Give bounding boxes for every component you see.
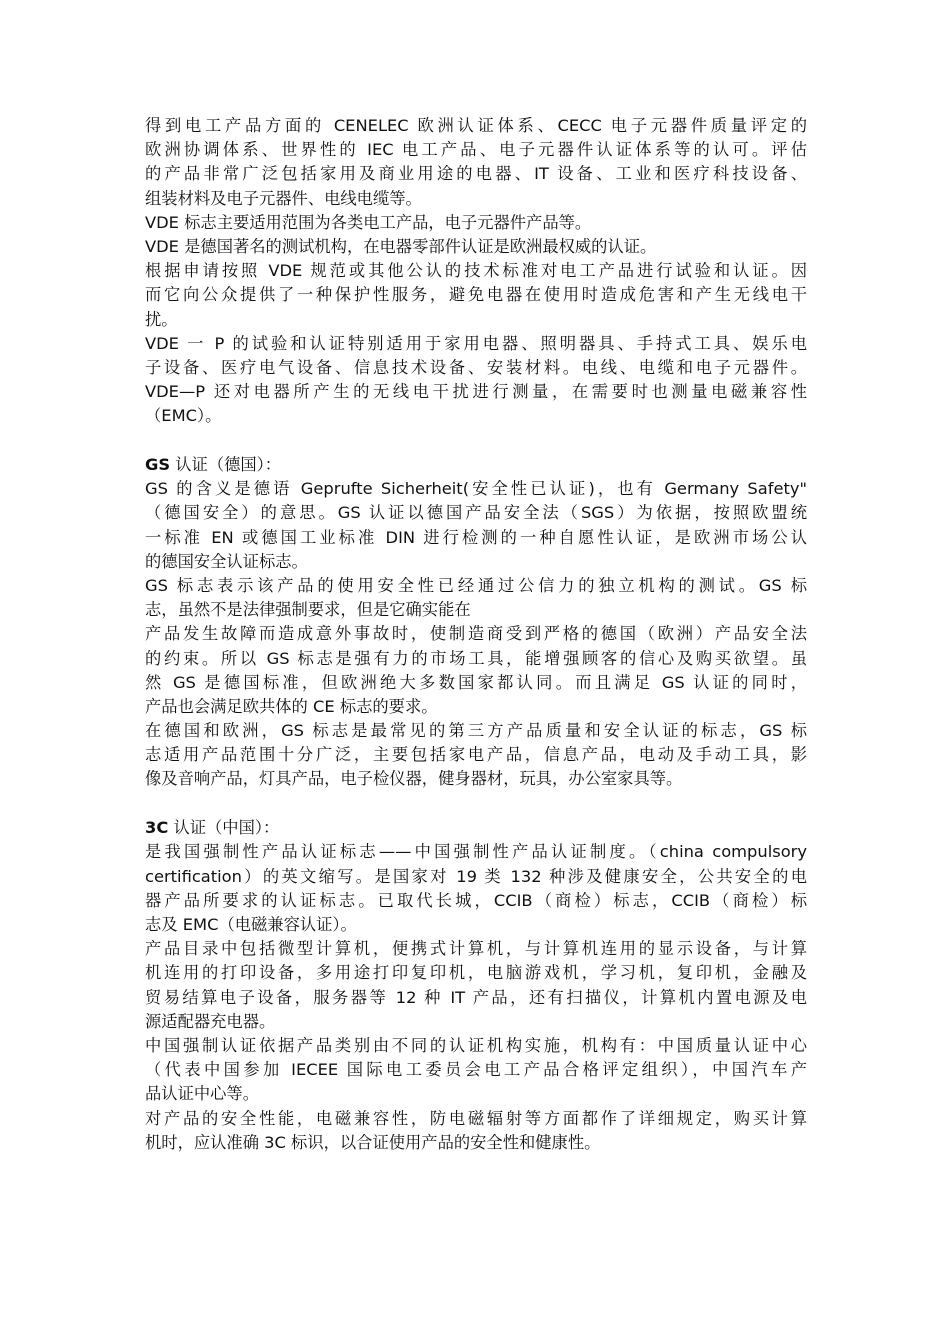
text-line: （EMC）。 xyxy=(145,406,222,426)
text-line: 像及音响产品，灯具产品，电子检仪器，健身器材，玩具，办公室家具等。 xyxy=(145,769,683,789)
document-page xyxy=(145,114,807,1155)
vde-section xyxy=(145,114,807,428)
vde-paragraph-1 xyxy=(145,114,807,211)
text-line: 一标准 EN 或德国工业标准 DIN 进行检测的一种自愿性认证，是欧洲市场公认 xyxy=(145,527,807,547)
gs-paragraph-1 xyxy=(145,477,807,574)
text-line: 是我国强制性产品认证标志——中国强制性产品认证制度。（china compulsory xyxy=(145,842,807,862)
text-line: VDE 标志主要适用范围为各类电工产品，电子元器件产品等。 xyxy=(145,212,592,232)
section-spacer xyxy=(145,428,807,453)
gs-heading-rest: 认证（德国）： xyxy=(170,455,282,475)
text-line: 的产品非常广泛包括家用及商业用途的电器、IT 设备、工业和医疗科技设备、 xyxy=(145,164,807,184)
vde-paragraph-5 xyxy=(145,332,807,429)
gs-section xyxy=(145,453,807,792)
text-line: 机时，应认准确 3C 标识，以合证使用产品的安全性和健康性。 xyxy=(145,1132,601,1152)
text-line: 组装材料及电子元器件、电线电缆等。 xyxy=(145,188,422,208)
text-line: 中国强制认证依据产品类别由不同的认证机构实施，机构有：中国质量认证中心 xyxy=(145,1035,807,1055)
gs-heading-bold: GS xyxy=(145,455,171,475)
gs-paragraph-2 xyxy=(145,574,807,622)
vde-paragraph-2 xyxy=(145,211,807,235)
text-line: 器产品所要求的认证标志。已取代长城，CCIB（商检）标志，CCIB（商检）标 xyxy=(145,890,807,910)
text-line: 源适配器充电器。 xyxy=(145,1011,276,1031)
ccc-paragraph-1 xyxy=(145,840,807,937)
text-line: GS 的含义是德语 Geprufte Sicherheit(安全性已认证)，也有 Germany Safety" xyxy=(145,479,807,499)
text-line: 的德国安全认证标志。 xyxy=(145,551,308,571)
text-line: certification）的英文缩写。是国家对 19 类 132 种涉及健康安全，公共安全的电 xyxy=(145,866,807,886)
gs-paragraph-3 xyxy=(145,622,807,719)
gs-heading xyxy=(145,453,807,477)
text-line: 根据申请按照 VDE 规范或其他公认的技术标准对电工产品进行试验和认证。因 xyxy=(145,261,807,281)
section-spacer xyxy=(145,792,807,817)
ccc-heading-rest: 认证（中国）： xyxy=(168,818,280,838)
text-line: 而它向公众提供了一种保护性服务，避免电器在使用时造成危害和产生无线电干 xyxy=(145,285,807,305)
text-line: 志及 EMC（电磁兼容认证）。 xyxy=(145,915,357,934)
text-line: 欧洲协调体系、世界性的 IEC 电工产品、电子元器件认证体系等的认可。评估 xyxy=(145,140,807,160)
ccc-heading xyxy=(145,816,807,840)
text-line: 在德国和欧洲，GS 标志是最常见的第三方产品质量和安全认证的标志，GS 标 xyxy=(145,721,807,741)
text-line: 志适用产品范围十分广泛，主要包括家电产品，信息产品，电动及手动工具，影 xyxy=(145,745,807,765)
text-line: VDE—P 还对电器所产生的无线电干扰进行测量，在需要时也测量电磁兼容性 xyxy=(145,382,807,402)
text-line: VDE 是德国著名的测试机构，在电器零部件认证是欧洲最权威的认证。 xyxy=(145,236,657,256)
text-line: 子设备、医疗电气设备、信息技术设备、安装材料。电线、电缆和电子元器件。 xyxy=(145,357,807,377)
ccc-paragraph-2 xyxy=(145,937,807,1034)
ccc-heading-bold: 3C xyxy=(145,818,169,838)
text-line: 品认证中心等。 xyxy=(145,1084,259,1104)
ccc-paragraph-4 xyxy=(145,1107,807,1155)
gs-paragraph-4 xyxy=(145,719,807,792)
text-line: 扰。 xyxy=(145,309,178,329)
text-line: 机连用的打印设备，多用途打印复印机，电脑游戏机，学习机，复印机，金融及 xyxy=(145,963,807,983)
text-line: 产品发生故障而造成意外事故时，使制造商受到严格的德国（欧洲）产品安全法 xyxy=(145,624,807,644)
text-line: 贸易结算电子设备，服务器等 12 种 IT 产品，还有扫描仪，计算机内置电源及电 xyxy=(145,987,807,1007)
text-line: VDE 一 P 的试验和认证特别适用于家用电器、照明器具、手持式工具、娱乐电 xyxy=(145,333,807,353)
ccc-paragraph-3 xyxy=(145,1034,807,1107)
text-line: 得到电工产品方面的 CENELEC 欧洲认证体系、CECC 电子元器件质量评定的 xyxy=(145,116,807,135)
text-line: 产品目录中包括微型计算机，便携式计算机，与计算机连用的显示设备，与计算 xyxy=(145,939,807,959)
text-line: 然 GS 是德国标准，但欧洲绝大多数国家都认同。而且满足 GS 认证的同时， xyxy=(145,672,807,692)
text-line: 对产品的安全性能，电磁兼容性，防电磁辐射等方面都作了详细规定，购买计算 xyxy=(145,1108,807,1128)
text-line: 产品也会满足欧共体的 CE 标志的要求。 xyxy=(145,696,438,716)
vde-paragraph-4 xyxy=(145,259,807,332)
vde-paragraph-3 xyxy=(145,235,807,259)
ccc-section xyxy=(145,816,807,1155)
text-line: （德国安全）的意思。GS 认证以德国产品安全法（SGS）为依据，按照欧盟统 xyxy=(145,503,807,523)
text-line: 的约束。所以 GS 标志是强有力的市场工具，能增强顾客的信心及购买欲望。虽 xyxy=(145,648,807,668)
text-line: （代表中国参加 IECEE 国际电工委员会电工产品合格评定组织），中国汽车产 xyxy=(145,1060,807,1080)
text-line: 志，虽然不是法律强制要求，但是它确实能在 xyxy=(145,600,471,620)
text-line: GS 标志表示该产品的使用安全性已经通过公信力的独立机构的测试。GS 标 xyxy=(145,575,807,595)
